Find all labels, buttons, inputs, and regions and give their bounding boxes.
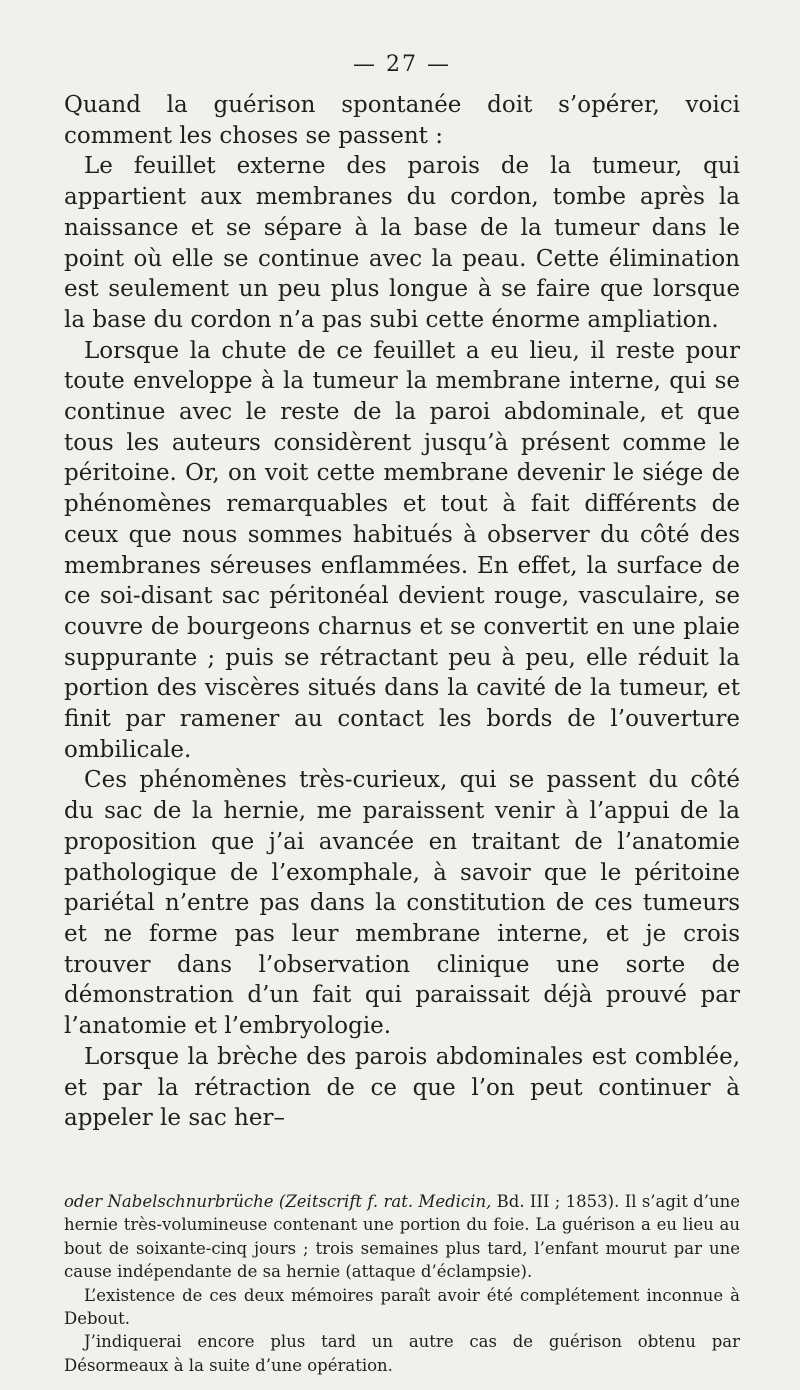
paragraph-1: Quand la guérison spontanée doit s’opérer, voici comment les choses se passent : <box>64 92 740 149</box>
footnotes <box>64 1190 740 1377</box>
page-number: — 27 — <box>353 52 451 77</box>
footnote-text: Bd. III ; 1853). Il s’agit d’une hernie très-volumineuse contenant une portion du foie. La guérison a eu lieu au bout de soixante-cinq jours ; trois semaines plus tard, l’enfant mourut par une cause indépendante de sa hernie (attaque d’éclampsie). <box>64 1191 740 1282</box>
footnote-continuation <box>64 1190 740 1284</box>
footnote-citation: oder Nabelschnurbrüche (Zeitscrift f. rat. Medicin, <box>64 1191 492 1211</box>
book-page <box>64 50 740 1377</box>
paragraph-3: Lorsque la chute de ce feuillet a eu lieu, il reste pour toute enveloppe à la tumeur la membrane interne, qui se continue avec le reste de la paroi abdominale, et que tous les auteurs considèrent jusqu’à présent comme le péritoine. Or, on voit cette membrane devenir le siége de phénomènes remarquables et tout à fait différents de ceux que nous sommes habitués à observer du côté des membranes séreuses enflammées. En effet, la surface de ce soi-disant sac péritonéal devient rouge, vasculaire, se couvre de bourgeons charnus et se convertit en une plaie suppurante ; puis se rétractant peu à peu, elle réduit la portion des viscères situés dans la cavité de la tumeur, et finit par ramener au contact les bords de l’ouverture ombilicale. <box>64 337 740 763</box>
paragraph-4: Ces phénomènes très-curieux, qui se passent du côté du sac de la hernie, me paraissent venir à l’appui de la proposition que j’ai avancée en traitant de l’anatomie pathologique de l’exomphale, à savoir que le péritoine pariétal n’entre pas dans la constitution de ces tumeurs et ne forme pas leur membrane interne, et je crois trouver dans l’observation clinique une sorte de démonstration d’un fait qui paraissait déjà prouvé par l’anatomie et l’embryologie. <box>64 767 740 1040</box>
footnote-2: L’existence de ces deux mémoires paraît avoir été complétement inconnue à Debout. <box>64 1285 740 1328</box>
paragraph-2: Le feuillet externe des parois de la tumeur, qui appartient aux membranes du cordon, tombe après la naissance et se sépare à la base de la tumeur dans le point où elle se continue avec la peau. Cette élimination est seulement un peu plus longue à se faire que lorsque la base du cordon n’a pas subi cette énorme ampliation. <box>64 153 740 333</box>
paragraph-5: Lorsque la brèche des parois abdominales est comblée, et par la rétraction de ce que l’on peut continuer à appeler le sac her– <box>64 1043 740 1132</box>
main-text <box>64 90 740 1134</box>
footnote-3: J’indiquerai encore plus tard un autre cas de guérison obtenu par Désormeaux à la suite d’une opération. <box>64 1332 740 1375</box>
